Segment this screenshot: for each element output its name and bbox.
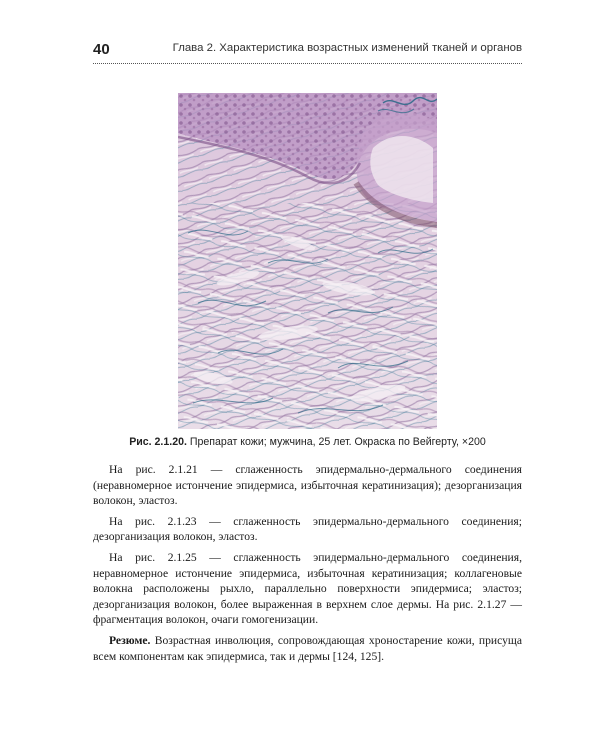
running-title: Глава 2. Характеристика возрастных изменений тканей и органов — [172, 42, 522, 54]
figure-caption — [93, 436, 522, 448]
page-number: 40 — [93, 41, 110, 58]
paragraph: На рис. 2.1.21 — сглаженность эпидермально-дермального соединения (неравномерное истончение эпидермиса, избыточная кератинизация); дезорганизация волокон, эластоз. — [93, 463, 522, 508]
figure-caption-text: Препарат кожи; мужчина, 25 лет. Окраска по Вейгерту, ×200 — [186, 436, 486, 448]
page-header — [93, 41, 522, 64]
histology-micrograph — [178, 93, 437, 429]
body-text — [93, 462, 522, 664]
resume-text: Возрастная инволюция, сопровождающая хроностарение кожи, присуща всем компонентам как эпидермиса, так и дермы [124, 125]. — [93, 633, 522, 663]
resume-paragraph — [93, 633, 522, 664]
paragraph: На рис. 2.1.23 — сглаженность эпидермально-дермального соединения; дезорганизация волокон, эластоз. — [93, 514, 522, 544]
paragraph: На рис. 2.1.25 — сглаженность эпидермально-дермального соединения, неравномерное истончение эпидермиса, избыточная кератинизация; коллагеновые волокна расположены рыхло, параллельно поверхности эпидермиса; эластоз; дезорганизация волокон, более выраженная в верхнем слое дермы. На рис. 2.1.27 — фрагментация волокон, очаги гомогенизации. — [93, 550, 522, 627]
resume-label: Резюме. — [109, 633, 151, 647]
figure-caption-label: Рис. 2.1.20. — [129, 436, 187, 448]
